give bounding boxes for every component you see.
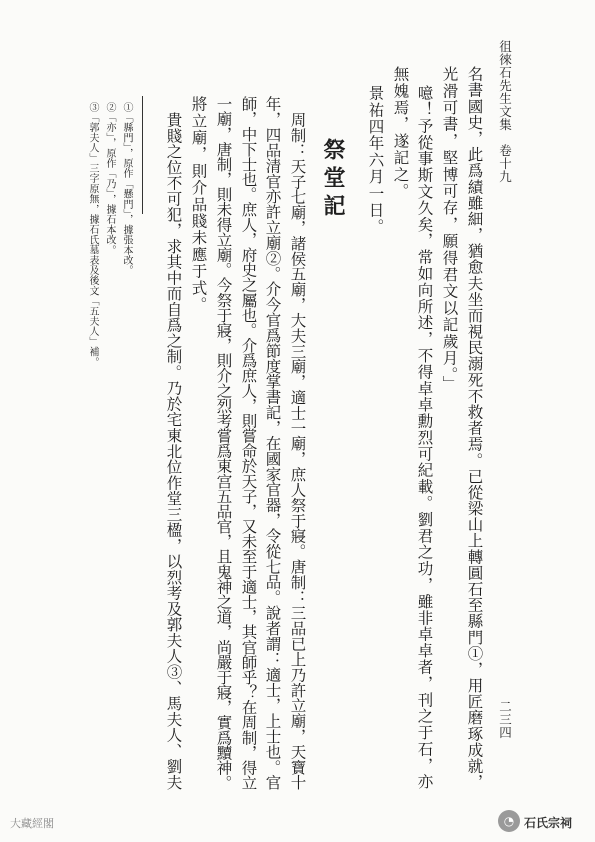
body-column-4: 無媿焉，遂記之。 <box>391 66 410 200</box>
footnote-separator <box>142 96 143 214</box>
date-line: 景祐四年六月一日。 <box>366 85 385 236</box>
body-column-3: 噫！予從事斯文久矣，常如向所述，不得卓卓勳烈可紀載。劉君之功，雖非卓卓者，刊之于石，亦 <box>415 85 434 790</box>
footnote-3: ③「郭夫人」三字原無，據石氏墓表及後文「五夫人」補。 <box>87 102 98 368</box>
body-column-6: 年，四品清官亦許立廟②。介今官爲節度掌書記，在國家官器，令從七品。說者謂：適士，上士也。官 <box>263 96 282 791</box>
wechat-icon: ◔ <box>498 810 520 832</box>
body-column-10: 貴賤之位不可犯，求其中而自爲之制。乃於宅東北位作堂三楹，以烈考及郭夫人③、馬夫人、劉夫 <box>164 112 183 790</box>
body-column-8: 一廟，唐制，則未得立廟。今祭于寢，則介之烈考嘗爲東宫五品官，且鬼神之道，尚嚴于寢，實爲黷神。 <box>214 96 233 790</box>
body-column-2: 光滑可書，堅博可存，願得君文以記歲月。」 <box>440 66 459 393</box>
watermark-right: 石氏宗祠 <box>524 816 573 830</box>
page-number: 二三四 <box>497 700 513 739</box>
body-column-9: 將立廟，則介品賤未應于式。 <box>189 96 208 314</box>
body-column-7: 師，中下士也。庶人，府史之屬也。介爲庶人，則嘗命於天子，又未至于適士，其官師乎？在周制，得立 <box>239 96 258 790</box>
watermark-left: 大藏經閣 <box>10 817 54 830</box>
footnote-2: ②「亦」，原作「乃」，據石本改。 <box>104 102 115 256</box>
footnote-1: ①「縣門」，原作「懸門」，據張本改。 <box>121 102 132 276</box>
body-column-5: 周制：天子七廟，諸侯五廟，大夫三廟，適士一廟，庶人祭于寢。唐制：三品已上乃許立廟，天寶十 <box>288 112 307 790</box>
section-title: 祭堂記 <box>320 138 346 222</box>
body-column-1: 名書國史，此爲績雖細，猶愈夫坐而視民溺死不救者焉。已從梁山上轉圓石至縣門①，用匠磨琢成就， <box>465 66 484 790</box>
book-title-header: 徂徠石先生文集 卷十九 <box>497 40 513 183</box>
